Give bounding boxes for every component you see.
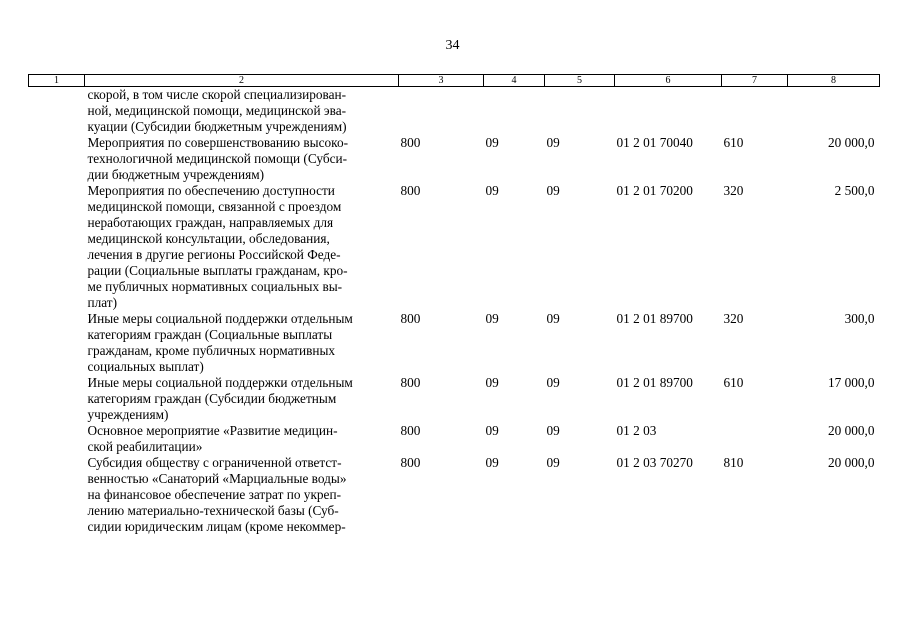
expense-type-cell: 320 [723,311,744,326]
description-cell [85,87,399,136]
description-line: Мероприятия по совершенствованию высоко- [87,135,349,150]
description-line: на финансовое обеспечение затрат по укреп- [87,487,342,502]
table-body [29,87,880,536]
expense-type-cell [722,87,788,136]
section-cell: 09 [485,375,499,390]
target-article-cell: 01 2 01 70040 [616,135,693,150]
grbs-cell: 800 [400,423,421,438]
row-number-cell [29,311,85,375]
description-line: ской реабилитации» [87,439,203,454]
subsection-cell: 09 [546,423,560,438]
description-line: лечения в другие регионы Российской Феде- [87,247,341,262]
table-row [29,375,880,423]
column-header-3: 3 [399,75,484,87]
section-cell: 09 [485,455,499,470]
section-cell [484,87,545,136]
description-line: лению материально-технической базы (Суб- [87,503,339,518]
expense-type-cell: 810 [723,455,744,470]
amount-cell [788,87,880,136]
grbs-cell [399,87,484,136]
expense-type-cell: 610 [723,135,744,150]
expense-type-cell [722,423,788,455]
row-number-cell [29,183,85,311]
amount-cell: 2 500,0 [834,183,875,198]
amount-cell: 20 000,0 [827,135,875,150]
description-line: гражданам, кроме публичных нормативных [87,343,336,358]
description-line: категориям граждан (Социальные выплаты [87,327,333,342]
row-number-cell [29,375,85,423]
table-header [29,75,880,87]
description-line: куации (Субсидии бюджетным учреждениям) [87,119,347,134]
description-cell [85,135,399,183]
description-line: социальных выплат) [87,359,204,374]
grbs-cell: 800 [400,375,421,390]
expense-type-cell: 320 [723,183,744,198]
row-number-cell [29,87,85,136]
table-row [29,87,880,136]
amount-cell: 20 000,0 [827,423,875,438]
description-line: Мероприятия по обеспечению доступности [87,183,335,198]
amount-cell: 20 000,0 [827,455,875,470]
subsection-cell: 09 [546,455,560,470]
section-cell: 09 [485,135,499,150]
description-line: категориям граждан (Субсидии бюджетным [87,391,337,406]
description-line: рации (Социальные выплаты гражданам, кро- [87,263,348,278]
description-line: Иные меры социальной поддержки отдельным [87,311,353,326]
description-cell [85,455,399,535]
header-row [29,75,880,87]
column-header-1: 1 [29,75,85,87]
description-line: неработающих граждан, направляемых для [87,215,334,230]
column-header-5: 5 [545,75,615,87]
target-article-cell: 01 2 01 89700 [616,375,693,390]
description-cell [85,183,399,311]
column-header-7: 7 [722,75,788,87]
description-line: плат) [87,295,118,310]
description-line: ной, медицинской помощи, медицинской эва- [87,103,347,118]
description-line: медицинской консультации, обследования, [87,231,330,246]
table-row [29,423,880,455]
row-number-cell [29,455,85,535]
subsection-cell [545,87,615,136]
amount-cell: 300,0 [844,311,875,326]
description-line: дии бюджетным учреждениям) [87,167,265,182]
column-header-4: 4 [484,75,545,87]
target-article-cell: 01 2 03 [616,423,657,438]
row-number-cell [29,135,85,183]
subsection-cell: 09 [546,311,560,326]
table-row [29,311,880,375]
description-line: сидии юридическим лицам (кроме некоммер- [87,519,346,534]
column-header-8: 8 [788,75,880,87]
target-article-cell: 01 2 01 70200 [616,183,693,198]
target-article-cell [615,87,722,136]
description-line: технологичной медицинской помощи (Субси- [87,151,348,166]
table-row [29,183,880,311]
description-line: учреждениям) [87,407,169,422]
description-cell [85,311,399,375]
description-line: медицинской помощи, связанной с проездом [87,199,342,214]
column-header-6: 6 [615,75,722,87]
grbs-cell: 800 [400,183,421,198]
grbs-cell: 800 [400,455,421,470]
description-line: венностью «Санаторий «Марциальные воды» [87,471,347,486]
grbs-cell: 800 [400,311,421,326]
row-number-cell [29,423,85,455]
amount-cell: 17 000,0 [827,375,875,390]
column-header-2: 2 [85,75,399,87]
expense-type-cell: 610 [723,375,744,390]
subsection-cell: 09 [546,375,560,390]
section-cell: 09 [485,183,499,198]
table-row [29,135,880,183]
page-number: 34 [445,38,460,53]
description-cell [85,423,399,455]
subsection-cell: 09 [546,183,560,198]
description-line: Иные меры социальной поддержки отдельным [87,375,353,390]
description-line: Основное мероприятие «Развитие медицин- [87,423,338,438]
target-article-cell: 01 2 01 89700 [616,311,693,326]
subsection-cell: 09 [546,135,560,150]
grbs-cell: 800 [400,135,421,150]
target-article-cell: 01 2 03 70270 [616,455,693,470]
description-line: Субсидия обществу с ограниченной ответст- [87,455,342,470]
budget-table [28,74,880,535]
section-cell: 09 [485,311,499,326]
description-line: ме публичных нормативных социальных вы- [87,279,343,294]
description-cell [85,375,399,423]
table-row [29,455,880,535]
description-line: скорой, в том числе скорой специализирован- [87,87,347,102]
section-cell: 09 [485,423,499,438]
